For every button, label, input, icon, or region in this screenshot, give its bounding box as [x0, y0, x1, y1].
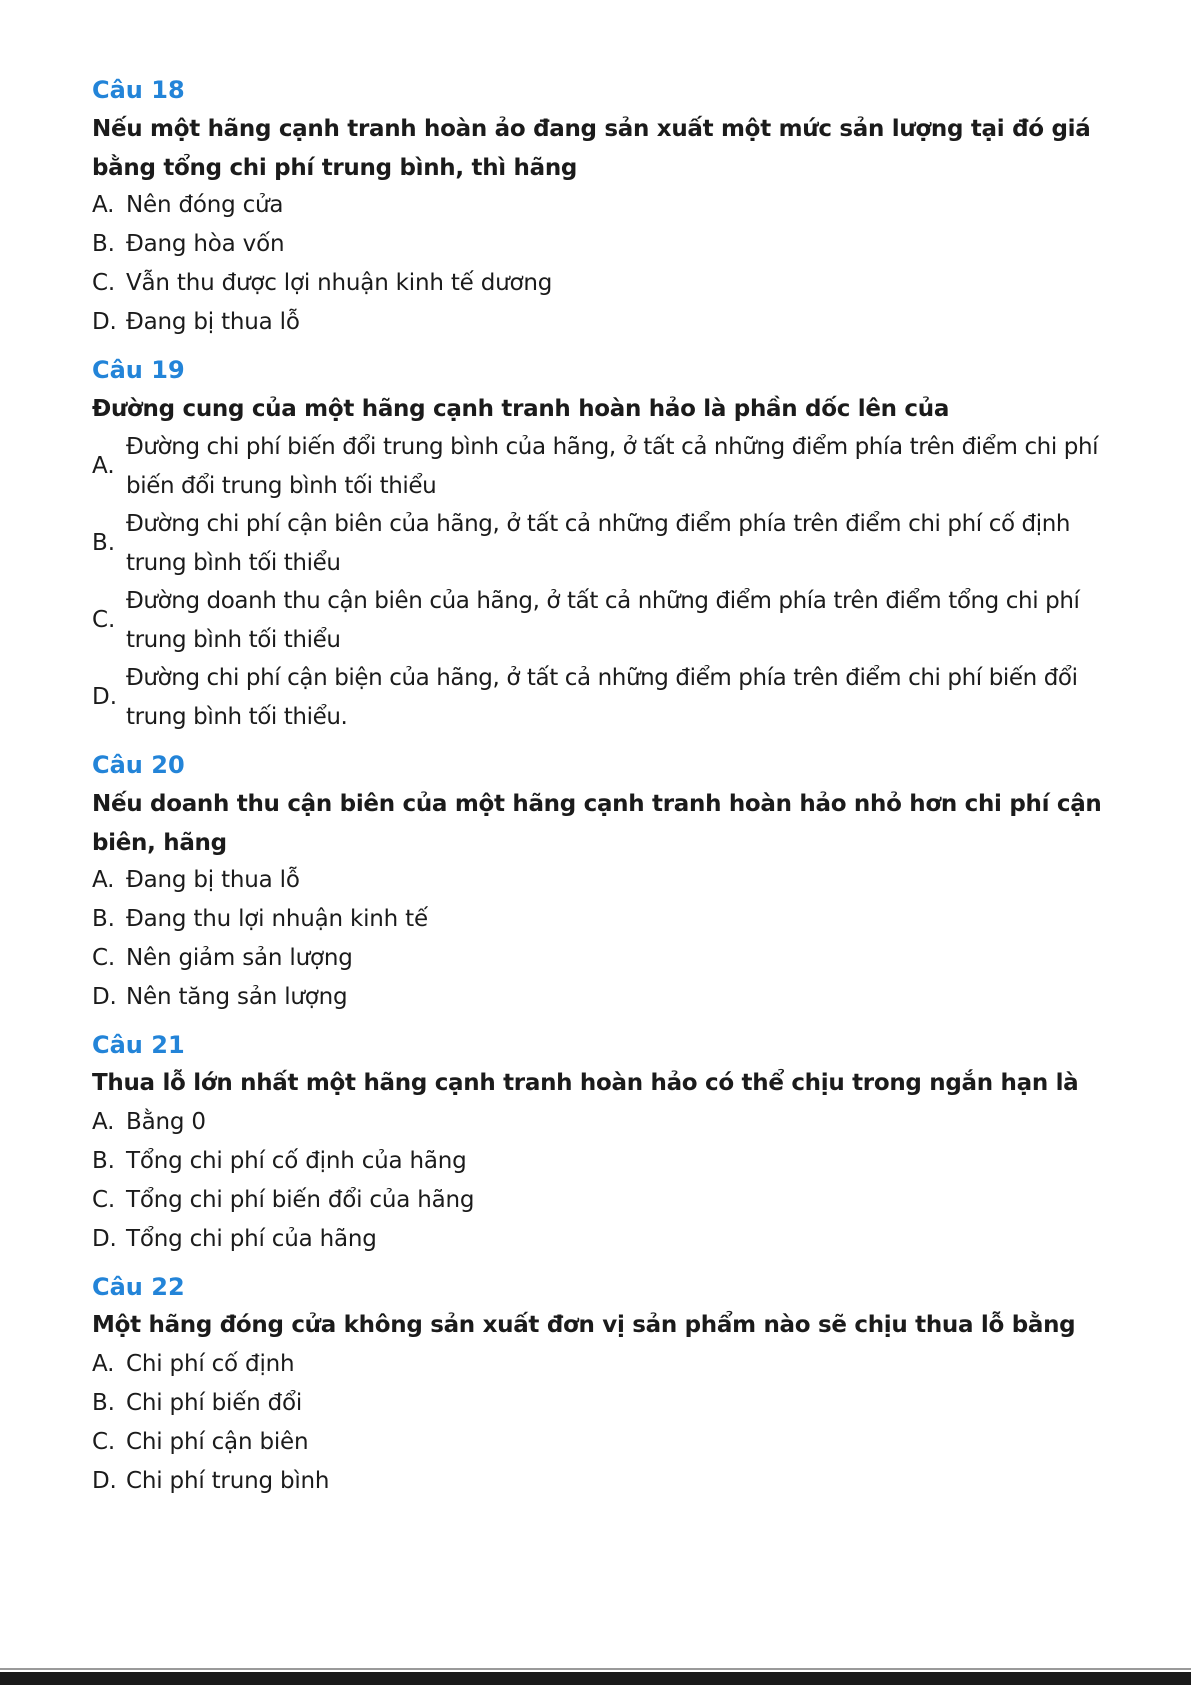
option-text: Nên giảm sản lượng [126, 945, 353, 971]
question-20-option-a[interactable] [92, 861, 1112, 900]
option-letter: A. [92, 453, 115, 479]
question-22-text: Một hãng đóng cửa không sản xuất đơn vị sản phẩm nào sẽ chịu thua lỗ bằng [92, 1312, 1076, 1338]
option-letter: C. [92, 1187, 115, 1213]
option-letter: B. [92, 530, 116, 556]
option-text: Đang hòa vốn [126, 231, 285, 257]
option-letter: D. [92, 1226, 117, 1252]
question-21-option-a[interactable] [92, 1103, 1112, 1142]
question-19-title: Câu 19 [92, 356, 185, 384]
question-22-title: Câu 22 [92, 1273, 185, 1301]
question-18-option-b[interactable] [92, 225, 1112, 264]
question-21-text: Thua lỗ lớn nhất một hãng cạnh tranh hoàn hảo có thể chịu trong ngắn hạn là [92, 1070, 1079, 1096]
question-18-option-d[interactable] [92, 303, 1112, 342]
option-letter: D. [92, 309, 117, 335]
option-text: Đường chi phí cận biên của hãng, ở tất cả những điểm phía trên điểm chi phí cố định trung bình tối thiểu [126, 511, 1071, 576]
question-21-option-d[interactable] [92, 1220, 1112, 1259]
option-text: Đường chi phí biến đổi trung bình của hãng, ở tất cả những điểm phía trên điểm chi phí biến đổi trung bình tối thiểu [126, 434, 1099, 499]
option-text: Nên tăng sản lượng [126, 984, 348, 1010]
option-text: Tổng chi phí cố định của hãng [126, 1148, 467, 1174]
option-letter: C. [92, 607, 116, 633]
option-letter: C. [92, 945, 115, 971]
option-letter: B. [92, 1148, 115, 1174]
option-text: Đường chi phí cận biện của hãng, ở tất cả những điểm phía trên điểm chi phí biến đổi trung bình tối thiểu. [126, 665, 1078, 730]
option-text: Nên đóng cửa [126, 192, 284, 218]
option-letter: D. [92, 684, 118, 710]
question-18-text: Nếu một hãng cạnh tranh hoàn ảo đang sản xuất một mức sản lượng tại đó giá bằng tổng chi phí trung bình, thì hãng [92, 116, 1091, 181]
option-letter: A. [92, 1351, 115, 1377]
option-text: Bằng 0 [126, 1109, 206, 1135]
question-18-option-a[interactable] [92, 186, 1112, 225]
page-bottom-bar [0, 1672, 1191, 1685]
option-text: Tổng chi phí của hãng [126, 1226, 377, 1252]
option-text: Chi phí cố định [126, 1351, 295, 1377]
option-letter: B. [92, 906, 115, 932]
option-text: Đường doanh thu cận biên của hãng, ở tất cả những điểm phía trên điểm tổng chi phí trung bình tối thiểu [126, 588, 1080, 653]
question-20-title: Câu 20 [92, 751, 185, 779]
option-text: Chi phí cận biên [126, 1429, 309, 1455]
question-20-option-c[interactable] [92, 939, 1112, 978]
question-22-option-b[interactable] [92, 1384, 1112, 1423]
option-text: Đang bị thua lỗ [126, 309, 300, 335]
option-letter: D. [92, 984, 117, 1010]
question-19-text: Đường cung của một hãng cạnh tranh hoàn hảo là phần dốc lên của [92, 396, 950, 422]
option-text: Chi phí trung bình [126, 1468, 330, 1494]
option-text: Tổng chi phí biến đổi của hãng [126, 1187, 475, 1213]
question-21-title: Câu 21 [92, 1031, 185, 1059]
option-text: Đang bị thua lỗ [126, 867, 300, 893]
option-letter: A. [92, 867, 115, 893]
question-20-text: Nếu doanh thu cận biên của một hãng cạnh tranh hoàn hảo nhỏ hơn chi phí cận biên, hãng [92, 791, 1102, 856]
option-text: Vẫn thu được lợi nhuận kinh tế dương [126, 270, 553, 296]
question-22-option-c[interactable] [92, 1423, 1112, 1462]
question-22-option-a[interactable] [92, 1345, 1112, 1384]
option-letter: D. [92, 1468, 117, 1494]
question-21-option-b[interactable] [92, 1142, 1112, 1181]
question-20-option-b[interactable] [92, 900, 1112, 939]
option-letter: B. [92, 231, 115, 257]
option-letter: B. [92, 1390, 115, 1416]
question-18-option-c[interactable] [92, 264, 1112, 303]
question-22-option-d[interactable] [92, 1462, 1112, 1501]
option-text: Chi phí biến đổi [126, 1390, 303, 1416]
option-text: Đang thu lợi nhuận kinh tế [126, 906, 428, 932]
question-21-option-c[interactable] [92, 1181, 1112, 1220]
page-bottom-rule [0, 1668, 1191, 1670]
option-letter: C. [92, 1429, 115, 1455]
question-18-title: Câu 18 [92, 76, 185, 104]
option-letter: A. [92, 192, 115, 218]
question-20-option-d[interactable] [92, 978, 1112, 1017]
option-letter: C. [92, 270, 115, 296]
option-letter: A. [92, 1109, 115, 1135]
